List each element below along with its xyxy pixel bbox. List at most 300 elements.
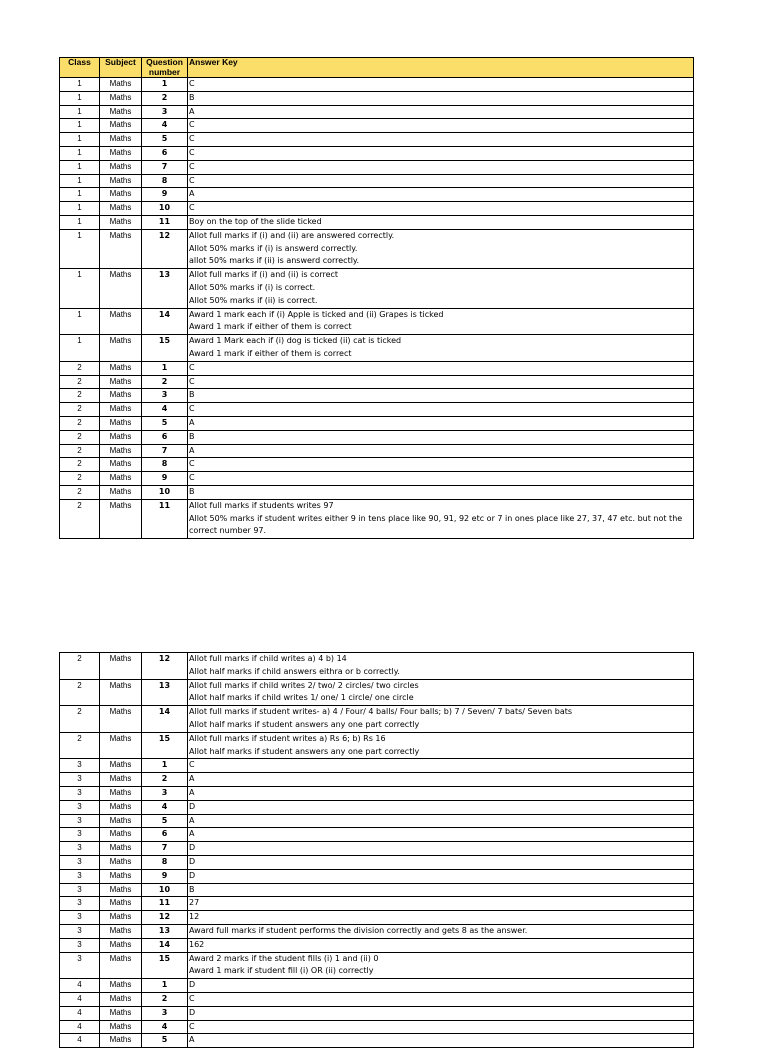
class-cell: 2 xyxy=(60,444,100,458)
class-cell: 4 xyxy=(60,1020,100,1034)
answer-line: Boy on the top of the slide ticked xyxy=(189,216,322,226)
subject-cell: Maths xyxy=(100,174,142,188)
subject-cell: Maths xyxy=(100,952,142,979)
question-number-cell: 6 xyxy=(142,828,188,842)
question-number-cell: 2 xyxy=(142,375,188,389)
subject-cell: Maths xyxy=(100,800,142,814)
table-row xyxy=(60,499,694,538)
answer-line: Allot full marks if child writes a) 4 b) 14 xyxy=(189,654,347,663)
class-cell: 2 xyxy=(60,485,100,499)
answer-key-cell xyxy=(188,430,694,444)
subject-cell: Maths xyxy=(100,215,142,229)
question-number-cell: 9 xyxy=(142,869,188,883)
question-number-cell: 15 xyxy=(142,952,188,979)
answer-line: C xyxy=(189,473,195,483)
table-row xyxy=(60,842,694,856)
subject-cell: Maths xyxy=(100,188,142,202)
question-number-cell: 12 xyxy=(142,911,188,925)
class-cell: 3 xyxy=(60,952,100,979)
question-number-cell: 6 xyxy=(142,146,188,160)
answer-key-cell xyxy=(188,499,694,538)
question-number-cell: 11 xyxy=(142,499,188,538)
table-row xyxy=(60,979,694,993)
answer-line: 12 xyxy=(189,912,200,922)
subject-cell: Maths xyxy=(100,897,142,911)
question-number-cell: 10 xyxy=(142,202,188,216)
answer-line: Allot half marks if student answers any one part correctly xyxy=(189,746,420,756)
question-number-cell: 2 xyxy=(142,992,188,1006)
answer-key-cell xyxy=(188,91,694,105)
table-row xyxy=(60,1006,694,1020)
table-row xyxy=(60,105,694,119)
subject-cell: Maths xyxy=(100,773,142,787)
subject-cell: Maths xyxy=(100,389,142,403)
table-row xyxy=(60,229,694,268)
answer-line: C xyxy=(189,993,195,1003)
answer-line: C xyxy=(189,760,195,770)
answer-line: 27 xyxy=(189,898,200,908)
subject-cell: Maths xyxy=(100,229,142,268)
question-number-cell: 2 xyxy=(142,91,188,105)
answer-line: C xyxy=(189,79,195,88)
answer-key-cell xyxy=(188,472,694,486)
answer-key-cell xyxy=(188,786,694,800)
class-cell: 1 xyxy=(60,188,100,202)
subject-cell: Maths xyxy=(100,119,142,133)
table-row xyxy=(60,444,694,458)
answer-line: Allot full marks if (i) and (ii) are answered correctly. xyxy=(189,230,395,240)
answer-key-cell xyxy=(188,146,694,160)
subject-cell: Maths xyxy=(100,78,142,92)
class-cell: 1 xyxy=(60,202,100,216)
answer-key-cell xyxy=(188,105,694,119)
table-row xyxy=(60,202,694,216)
subject-cell: Maths xyxy=(100,679,142,706)
answer-line: Allot full marks if students writes 97 xyxy=(189,500,334,510)
answer-line: Allot full marks if student writes- a) 4 / Four/ 4 balls/ Four balls; b) 7 / Seven/ 7 bats/ Seven bats xyxy=(189,707,573,717)
table-row xyxy=(60,308,694,335)
answer-key-cell xyxy=(188,732,694,759)
table-row xyxy=(60,679,694,706)
answer-line: Allot 50% marks if student writes either 9 in tens place like 90, 91, 92 etc or 7 in ones place like 27, 37, 47 etc. but not the xyxy=(189,513,683,523)
class-cell: 1 xyxy=(60,229,100,268)
answer-key-cell xyxy=(188,952,694,979)
answer-key-cell xyxy=(188,828,694,842)
table-row xyxy=(60,800,694,814)
subject-cell: Maths xyxy=(100,842,142,856)
answer-key-cell xyxy=(188,174,694,188)
answer-key-cell xyxy=(188,800,694,814)
subject-cell: Maths xyxy=(100,133,142,147)
question-number-cell: 4 xyxy=(142,1020,188,1034)
table-row xyxy=(60,814,694,828)
subject-cell: Maths xyxy=(100,91,142,105)
class-cell: 3 xyxy=(60,773,100,787)
answer-line: Allot full marks if student writes a) Rs 6; b) Rs 16 xyxy=(189,733,386,743)
question-number-cell: 13 xyxy=(142,924,188,938)
answer-line: D xyxy=(189,980,196,990)
class-cell: 1 xyxy=(60,160,100,174)
subject-cell: Maths xyxy=(100,1034,142,1048)
question-number-cell: 5 xyxy=(142,814,188,828)
answer-key-cell xyxy=(188,855,694,869)
table-row xyxy=(60,416,694,430)
answer-line: C xyxy=(189,404,195,414)
answer-line: Allot 50% marks if (ii) is correct. xyxy=(189,295,318,305)
answer-key-cell xyxy=(188,911,694,925)
table-row xyxy=(60,773,694,787)
table-row xyxy=(60,335,694,362)
answer-key-cell xyxy=(188,773,694,787)
table-row xyxy=(60,855,694,869)
class-cell: 3 xyxy=(60,883,100,897)
subject-cell: Maths xyxy=(100,160,142,174)
subject-cell: Maths xyxy=(100,814,142,828)
subject-cell: Maths xyxy=(100,105,142,119)
class-cell: 2 xyxy=(60,679,100,706)
answer-line: C xyxy=(189,459,195,469)
question-number-cell: 14 xyxy=(142,938,188,952)
answer-line: B xyxy=(189,884,195,894)
class-cell: 2 xyxy=(60,653,100,680)
class-cell: 2 xyxy=(60,389,100,403)
answer-key-cell xyxy=(188,1006,694,1020)
answer-line: D xyxy=(189,801,196,811)
table-row xyxy=(60,458,694,472)
answer-line: D xyxy=(189,1007,196,1017)
question-number-cell: 4 xyxy=(142,403,188,417)
answer-key-cell xyxy=(188,375,694,389)
subject-cell: Maths xyxy=(100,458,142,472)
class-cell: 3 xyxy=(60,800,100,814)
table-row xyxy=(60,215,694,229)
answer-line: C xyxy=(189,175,195,185)
question-number-cell: 14 xyxy=(142,308,188,335)
answer-key-cell xyxy=(188,897,694,911)
class-cell: 3 xyxy=(60,759,100,773)
question-number-cell: 3 xyxy=(142,105,188,119)
question-number-cell: 1 xyxy=(142,979,188,993)
answer-line: D xyxy=(189,843,196,853)
answer-line: Allot full marks if child writes 2/ two/ 2 circles/ two circles xyxy=(189,680,419,690)
answer-line: Allot full marks if (i) and (ii) is correct xyxy=(189,270,339,280)
answer-key-cell xyxy=(188,883,694,897)
class-cell: 2 xyxy=(60,458,100,472)
table-row xyxy=(60,938,694,952)
question-number-cell: 7 xyxy=(142,842,188,856)
table-row xyxy=(60,146,694,160)
header-subject: Subject xyxy=(100,58,142,78)
class-cell: 3 xyxy=(60,842,100,856)
answer-line: A xyxy=(189,1035,195,1045)
class-cell: 1 xyxy=(60,105,100,119)
answer-key-table-2 xyxy=(59,652,694,1048)
class-cell: 4 xyxy=(60,992,100,1006)
answer-line: D xyxy=(189,856,196,866)
answer-line: A xyxy=(189,445,195,455)
table-row xyxy=(60,706,694,733)
answer-key-cell xyxy=(188,706,694,733)
question-number-cell: 2 xyxy=(142,773,188,787)
answer-key-cell xyxy=(188,119,694,133)
table-row xyxy=(60,828,694,842)
class-cell: 3 xyxy=(60,786,100,800)
table-row xyxy=(60,389,694,403)
answer-key-cell xyxy=(188,160,694,174)
question-number-cell: 15 xyxy=(142,732,188,759)
table-row xyxy=(60,759,694,773)
answer-key-cell xyxy=(188,389,694,403)
subject-cell: Maths xyxy=(100,883,142,897)
answer-key-cell xyxy=(188,938,694,952)
answer-line: 162 xyxy=(189,939,205,949)
answer-key-cell xyxy=(188,992,694,1006)
class-cell: 1 xyxy=(60,215,100,229)
subject-cell: Maths xyxy=(100,759,142,773)
question-number-cell: 5 xyxy=(142,133,188,147)
table-row xyxy=(60,911,694,925)
table-row xyxy=(60,1034,694,1048)
answer-line: Award 1 mark if student fill (i) OR (ii) correctly xyxy=(189,966,374,976)
subject-cell: Maths xyxy=(100,472,142,486)
table-row xyxy=(60,91,694,105)
answer-line: A xyxy=(189,106,195,116)
answer-key-cell xyxy=(188,416,694,430)
answer-key-cell xyxy=(188,869,694,883)
answer-line: A xyxy=(189,787,195,797)
subject-cell: Maths xyxy=(100,924,142,938)
answer-line: Award 1 Mark each if (i) dog is ticked (ii) cat is ticked xyxy=(189,336,402,346)
subject-cell: Maths xyxy=(100,786,142,800)
answer-line: correct number 97. xyxy=(189,526,267,536)
class-cell: 2 xyxy=(60,472,100,486)
subject-cell: Maths xyxy=(100,911,142,925)
table-row xyxy=(60,952,694,979)
answer-line: Allot half marks if child writes 1/ one/ 1 circle/ one circle xyxy=(189,693,414,703)
answer-line: Allot half marks if child answers eithra or b correctly. xyxy=(189,666,400,676)
answer-key-cell xyxy=(188,133,694,147)
subject-cell: Maths xyxy=(100,1020,142,1034)
class-cell: 1 xyxy=(60,308,100,335)
answer-line: C xyxy=(189,120,195,130)
table-row xyxy=(60,472,694,486)
answer-line: Allot 50% marks if (i) is correct. xyxy=(189,282,316,292)
question-number-cell: 15 xyxy=(142,335,188,362)
table-row xyxy=(60,897,694,911)
answer-line: A xyxy=(189,815,195,825)
question-number-cell: 13 xyxy=(142,679,188,706)
answer-key-cell xyxy=(188,485,694,499)
table-row xyxy=(60,430,694,444)
answer-line: B xyxy=(189,390,195,400)
class-cell: 1 xyxy=(60,269,100,308)
question-number-cell: 5 xyxy=(142,1034,188,1048)
class-cell: 1 xyxy=(60,146,100,160)
table-row xyxy=(60,653,694,680)
table-row xyxy=(60,992,694,1006)
table-row xyxy=(60,133,694,147)
class-cell: 4 xyxy=(60,1034,100,1048)
answer-line: A xyxy=(189,417,195,427)
class-cell: 1 xyxy=(60,78,100,92)
subject-cell: Maths xyxy=(100,202,142,216)
subject-cell: Maths xyxy=(100,828,142,842)
subject-cell: Maths xyxy=(100,444,142,458)
question-number-cell: 12 xyxy=(142,229,188,268)
subject-cell: Maths xyxy=(100,706,142,733)
header-answer-key: Answer Key xyxy=(188,58,694,78)
table-row xyxy=(60,160,694,174)
class-cell: 3 xyxy=(60,828,100,842)
class-cell: 1 xyxy=(60,174,100,188)
subject-cell: Maths xyxy=(100,416,142,430)
table-row xyxy=(60,375,694,389)
question-number-cell: 7 xyxy=(142,160,188,174)
answer-line: Award 1 mark each if (i) Apple is ticked and (ii) Grapes is ticked xyxy=(189,309,444,319)
answer-key-cell xyxy=(188,679,694,706)
question-number-cell: 10 xyxy=(142,485,188,499)
header-question-number: Question number xyxy=(142,58,188,78)
answer-key-cell xyxy=(188,361,694,375)
answer-line: C xyxy=(189,362,195,372)
answer-key-cell xyxy=(188,215,694,229)
class-cell: 2 xyxy=(60,416,100,430)
subject-cell: Maths xyxy=(100,361,142,375)
answer-key-cell xyxy=(188,335,694,362)
subject-cell: Maths xyxy=(100,430,142,444)
class-cell: 3 xyxy=(60,814,100,828)
question-number-cell: 12 xyxy=(142,653,188,680)
question-number-cell: 3 xyxy=(142,786,188,800)
subject-cell: Maths xyxy=(100,869,142,883)
question-number-cell: 14 xyxy=(142,706,188,733)
answer-key-cell xyxy=(188,458,694,472)
class-cell: 3 xyxy=(60,897,100,911)
question-number-cell: 10 xyxy=(142,883,188,897)
answer-line: A xyxy=(189,829,195,839)
answer-key-cell xyxy=(188,308,694,335)
answer-line: C xyxy=(189,134,195,144)
question-number-cell: 4 xyxy=(142,119,188,133)
class-cell: 1 xyxy=(60,119,100,133)
class-cell: 2 xyxy=(60,499,100,538)
answer-key-cell xyxy=(188,269,694,308)
answer-line: B xyxy=(189,92,195,102)
subject-cell: Maths xyxy=(100,308,142,335)
answer-key-cell xyxy=(188,188,694,202)
class-cell: 1 xyxy=(60,335,100,362)
table-row xyxy=(60,403,694,417)
table-row xyxy=(60,786,694,800)
question-number-cell: 11 xyxy=(142,897,188,911)
table-row xyxy=(60,924,694,938)
subject-cell: Maths xyxy=(100,1006,142,1020)
answer-key-cell xyxy=(188,842,694,856)
answer-key-cell xyxy=(188,1034,694,1048)
class-cell: 2 xyxy=(60,403,100,417)
class-cell: 2 xyxy=(60,361,100,375)
class-cell: 3 xyxy=(60,869,100,883)
question-number-cell: 8 xyxy=(142,855,188,869)
class-cell: 1 xyxy=(60,91,100,105)
question-number-cell: 1 xyxy=(142,361,188,375)
subject-cell: Maths xyxy=(100,375,142,389)
question-number-cell: 4 xyxy=(142,800,188,814)
answer-line: D xyxy=(189,870,196,880)
class-cell: 2 xyxy=(60,706,100,733)
header-row xyxy=(60,58,694,78)
answer-line: Award 1 mark if either of them is correct xyxy=(189,322,352,332)
class-cell: 4 xyxy=(60,979,100,993)
subject-cell: Maths xyxy=(100,992,142,1006)
answer-key-cell xyxy=(188,979,694,993)
question-number-cell: 9 xyxy=(142,472,188,486)
class-cell: 2 xyxy=(60,430,100,444)
subject-cell: Maths xyxy=(100,732,142,759)
answer-line: C xyxy=(189,1021,195,1031)
class-cell: 4 xyxy=(60,1006,100,1020)
answer-line: Allot half marks if student answers any one part correctly xyxy=(189,719,420,729)
answer-key-cell xyxy=(188,759,694,773)
class-cell: 1 xyxy=(60,133,100,147)
answer-key-cell xyxy=(188,1020,694,1034)
table-row xyxy=(60,119,694,133)
answer-line: C xyxy=(189,203,195,213)
table-row xyxy=(60,1020,694,1034)
question-number-cell: 13 xyxy=(142,269,188,308)
subject-cell: Maths xyxy=(100,146,142,160)
class-cell: 3 xyxy=(60,855,100,869)
answer-line: C xyxy=(189,161,195,171)
class-cell: 2 xyxy=(60,732,100,759)
subject-cell: Maths xyxy=(100,855,142,869)
question-number-cell: 3 xyxy=(142,1006,188,1020)
answer-key-cell xyxy=(188,202,694,216)
answer-line: Award 1 mark if either of them is correct xyxy=(189,348,352,358)
answer-key-table-1 xyxy=(59,57,694,539)
question-number-cell: 3 xyxy=(142,389,188,403)
answer-key-cell xyxy=(188,403,694,417)
table-row xyxy=(60,869,694,883)
answer-key-cell xyxy=(188,78,694,92)
question-number-cell: 9 xyxy=(142,188,188,202)
table-row xyxy=(60,188,694,202)
class-cell: 3 xyxy=(60,924,100,938)
subject-cell: Maths xyxy=(100,269,142,308)
table-row xyxy=(60,78,694,92)
question-number-cell: 11 xyxy=(142,215,188,229)
answer-line: B xyxy=(189,431,195,441)
question-number-cell: 8 xyxy=(142,458,188,472)
table-row xyxy=(60,361,694,375)
table-row xyxy=(60,485,694,499)
answer-key-cell xyxy=(188,653,694,680)
answer-line: C xyxy=(189,376,195,386)
table-row xyxy=(60,732,694,759)
answer-line: A xyxy=(189,774,195,784)
question-number-cell: 6 xyxy=(142,430,188,444)
answer-key-cell xyxy=(188,444,694,458)
subject-cell: Maths xyxy=(100,403,142,417)
question-number-cell: 8 xyxy=(142,174,188,188)
answer-key-cell xyxy=(188,229,694,268)
subject-cell: Maths xyxy=(100,938,142,952)
answer-line: Award full marks if student performs the division correctly and gets 8 as the answer. xyxy=(189,925,528,935)
header-class: Class xyxy=(60,58,100,78)
table-row xyxy=(60,174,694,188)
answer-line: A xyxy=(189,189,195,199)
subject-cell: Maths xyxy=(100,335,142,362)
